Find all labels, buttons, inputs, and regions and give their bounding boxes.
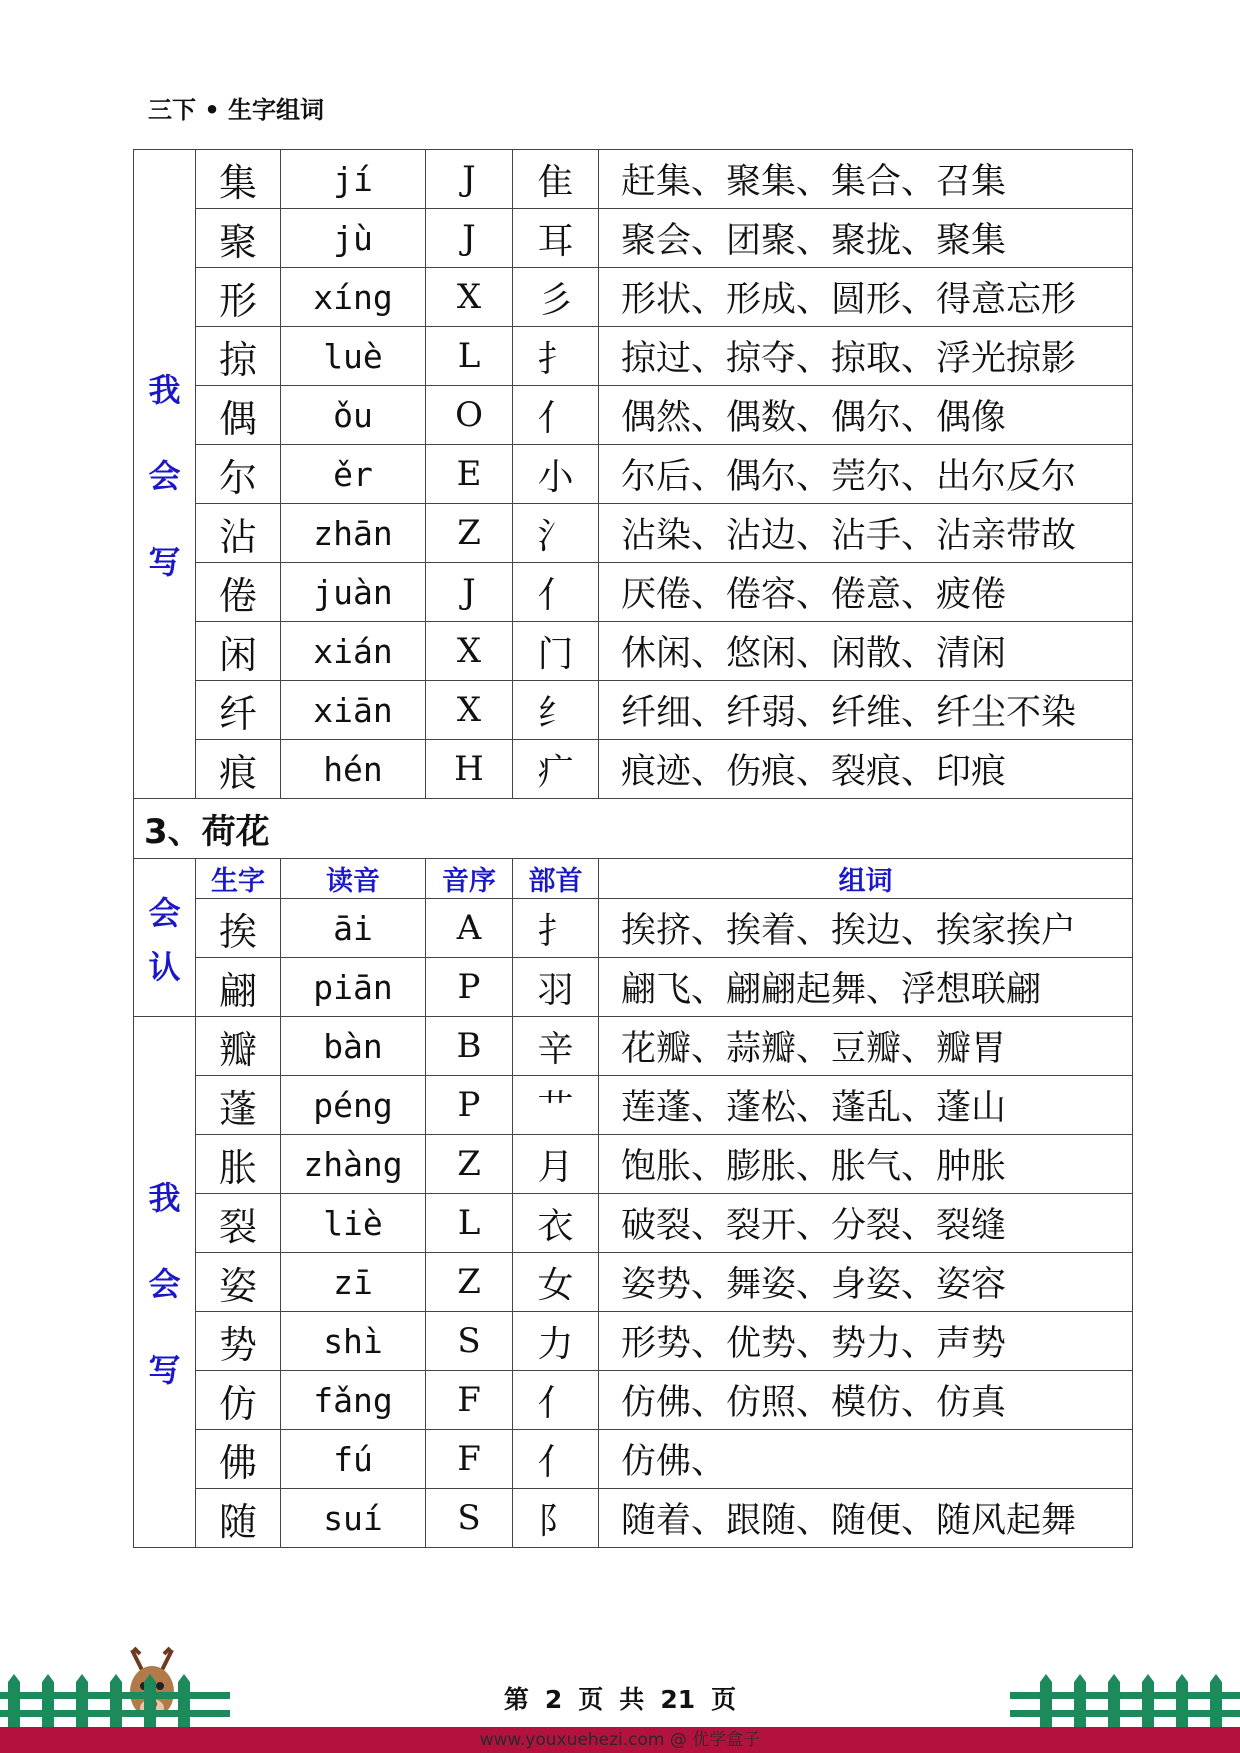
page-number: 第 2 页 共 21 页: [503, 1685, 737, 1714]
char-cell: 聚: [196, 209, 281, 268]
words-cell: 偶然、偶数、偶尔、偶像: [599, 386, 1133, 445]
table-row: [134, 1135, 1133, 1194]
words-cell: 赶集、聚集、集合、召集: [599, 150, 1133, 209]
char-cell: 仿: [196, 1371, 281, 1430]
char-cell: 姿: [196, 1253, 281, 1312]
radical-cell: 阝: [513, 1489, 599, 1548]
index-cell: L: [426, 327, 513, 386]
char-cell: 形: [196, 268, 281, 327]
char-cell: 沾: [196, 504, 281, 563]
group-label-char: 认: [148, 947, 181, 986]
pinyin-cell: liè: [281, 1194, 426, 1253]
pinyin-cell: fǎng: [281, 1371, 426, 1430]
pinyin-cell: luè: [281, 327, 426, 386]
words-cell: 聚会、团聚、聚拢、聚集: [599, 209, 1133, 268]
header-row: [134, 859, 1133, 899]
words-cell: 仿佛、: [599, 1430, 1133, 1489]
pinyin-cell: jí: [281, 150, 426, 209]
words-cell: 形势、优势、势力、声势: [599, 1312, 1133, 1371]
table-row: [134, 268, 1133, 327]
index-cell: X: [426, 681, 513, 740]
table-row: [134, 386, 1133, 445]
pinyin-cell: piān: [281, 958, 426, 1017]
index-cell: E: [426, 445, 513, 504]
words-cell: 尔后、偶尔、莞尔、出尔反尔: [599, 445, 1133, 504]
radical-cell: 隹: [513, 150, 599, 209]
column-header: 部首: [513, 859, 599, 899]
radical-cell: 彡: [513, 268, 599, 327]
column-header: 音序: [426, 859, 513, 899]
pinyin-cell: xián: [281, 622, 426, 681]
index-cell: O: [426, 386, 513, 445]
index-cell: P: [426, 1076, 513, 1135]
index-cell: A: [426, 899, 513, 958]
char-cell: 倦: [196, 563, 281, 622]
section-title: 3、荷花: [134, 799, 1133, 859]
char-cell: 掠: [196, 327, 281, 386]
pinyin-cell: fú: [281, 1430, 426, 1489]
radical-cell: 亻: [513, 563, 599, 622]
site-watermark: www.youxuehezi.com @ 优学盒子: [479, 1730, 761, 1750]
pinyin-cell: xíng: [281, 268, 426, 327]
words-cell: 掠过、掠夺、掠取、浮光掠影: [599, 327, 1133, 386]
index-cell: J: [426, 209, 513, 268]
words-cell: 随着、跟随、随便、随风起舞: [599, 1489, 1133, 1548]
radical-cell: 力: [513, 1312, 599, 1371]
radical-cell: 辛: [513, 1017, 599, 1076]
index-cell: S: [426, 1489, 513, 1548]
char-cell: 势: [196, 1312, 281, 1371]
table-row: [134, 1194, 1133, 1253]
pinyin-cell: zhàng: [281, 1135, 426, 1194]
char-cell: 集: [196, 150, 281, 209]
char-cell: 尔: [196, 445, 281, 504]
group-label: [134, 859, 196, 1017]
table-row: [134, 1017, 1133, 1076]
char-cell: 纤: [196, 681, 281, 740]
index-cell: Z: [426, 504, 513, 563]
words-cell: 翩飞、翩翩起舞、浮想联翩: [599, 958, 1133, 1017]
pinyin-cell: péng: [281, 1076, 426, 1135]
table-row: [134, 445, 1133, 504]
words-cell: 沾染、沾边、沾手、沾亲带故: [599, 504, 1133, 563]
table-row: [134, 958, 1133, 1017]
column-header: 组词: [599, 859, 1133, 899]
pinyin-cell: zī: [281, 1253, 426, 1312]
words-cell: 厌倦、倦容、倦意、疲倦: [599, 563, 1133, 622]
group-label-char: 写: [148, 1351, 181, 1389]
radical-cell: 耳: [513, 209, 599, 268]
char-cell: 佛: [196, 1430, 281, 1489]
char-cell: 瓣: [196, 1017, 281, 1076]
words-cell: 破裂、裂开、分裂、裂缝: [599, 1194, 1133, 1253]
pinyin-cell: ǒu: [281, 386, 426, 445]
index-cell: P: [426, 958, 513, 1017]
table-row: [134, 681, 1133, 740]
group-label-char: 我: [148, 1179, 181, 1217]
pinyin-cell: zhān: [281, 504, 426, 563]
group-label-char: 会: [148, 457, 181, 495]
table-row: [134, 1253, 1133, 1312]
pinyin-cell: shì: [281, 1312, 426, 1371]
radical-cell: 氵: [513, 504, 599, 563]
index-cell: Z: [426, 1253, 513, 1312]
radical-cell: 亻: [513, 386, 599, 445]
words-cell: 姿势、舞姿、身姿、姿容: [599, 1253, 1133, 1312]
radical-cell: 女: [513, 1253, 599, 1312]
pinyin-cell: jù: [281, 209, 426, 268]
char-cell: 翩: [196, 958, 281, 1017]
words-cell: 仿佛、仿照、模仿、仿真: [599, 1371, 1133, 1430]
column-header: 生字: [196, 859, 281, 899]
section-title-row: [134, 799, 1133, 859]
words-cell: 莲蓬、蓬松、蓬乱、蓬山: [599, 1076, 1133, 1135]
group-label-char: 我: [148, 371, 181, 409]
index-cell: H: [426, 740, 513, 799]
index-cell: X: [426, 268, 513, 327]
radical-cell: 月: [513, 1135, 599, 1194]
index-cell: J: [426, 563, 513, 622]
table-row: [134, 1312, 1133, 1371]
index-cell: J: [426, 150, 513, 209]
index-cell: L: [426, 1194, 513, 1253]
radical-cell: 亻: [513, 1371, 599, 1430]
pinyin-cell: hén: [281, 740, 426, 799]
group-label: [134, 150, 196, 799]
radical-cell: 扌: [513, 899, 599, 958]
char-cell: 裂: [196, 1194, 281, 1253]
pinyin-cell: xiān: [281, 681, 426, 740]
words-cell: 痕迹、伤痕、裂痕、印痕: [599, 740, 1133, 799]
table-row: [134, 740, 1133, 799]
radical-cell: 衣: [513, 1194, 599, 1253]
column-header: 读音: [281, 859, 426, 899]
words-cell: 饱胀、膨胀、胀气、肿胀: [599, 1135, 1133, 1194]
radical-cell: 羽: [513, 958, 599, 1017]
table-row: [134, 622, 1133, 681]
group-label-char: 写: [148, 543, 181, 581]
index-cell: F: [426, 1371, 513, 1430]
radical-cell: 小: [513, 445, 599, 504]
words-cell: 休闲、悠闲、闲散、清闲: [599, 622, 1133, 681]
radical-cell: 亻: [513, 1430, 599, 1489]
radical-cell: 扌: [513, 327, 599, 386]
table-row: [134, 150, 1133, 209]
index-cell: X: [426, 622, 513, 681]
table-row: [134, 1430, 1133, 1489]
pinyin-cell: ěr: [281, 445, 426, 504]
words-cell: 纤细、纤弱、纤维、纤尘不染: [599, 681, 1133, 740]
radical-cell: 疒: [513, 740, 599, 799]
char-cell: 挨: [196, 899, 281, 958]
char-cell: 随: [196, 1489, 281, 1548]
table-row: [134, 1371, 1133, 1430]
table-row: [134, 1076, 1133, 1135]
index-cell: F: [426, 1430, 513, 1489]
pinyin-cell: suí: [281, 1489, 426, 1548]
char-cell: 偶: [196, 386, 281, 445]
radical-cell: 门: [513, 622, 599, 681]
char-cell: 胀: [196, 1135, 281, 1194]
table-row: [134, 1489, 1133, 1548]
index-cell: S: [426, 1312, 513, 1371]
pinyin-cell: āi: [281, 899, 426, 958]
table-row: [134, 899, 1133, 958]
table-row: [134, 563, 1133, 622]
index-cell: Z: [426, 1135, 513, 1194]
words-cell: 花瓣、蒜瓣、豆瓣、瓣胃: [599, 1017, 1133, 1076]
words-cell: 挨挤、挨着、挨边、挨家挨户: [599, 899, 1133, 958]
index-cell: B: [426, 1017, 513, 1076]
group-label-char: 会: [148, 893, 181, 932]
pinyin-cell: bàn: [281, 1017, 426, 1076]
char-cell: 痕: [196, 740, 281, 799]
table-row: [134, 504, 1133, 563]
table-row: [134, 327, 1133, 386]
words-cell: 形状、形成、圆形、得意忘形: [599, 268, 1133, 327]
table-row: [134, 209, 1133, 268]
group-label-char: 会: [148, 1265, 181, 1303]
group-label: [134, 1017, 196, 1548]
char-cell: 蓬: [196, 1076, 281, 1135]
radical-cell: 纟: [513, 681, 599, 740]
radical-cell: 艹: [513, 1076, 599, 1135]
pinyin-cell: juàn: [281, 563, 426, 622]
vocabulary-table: [133, 149, 1133, 1548]
char-cell: 闲: [196, 622, 281, 681]
page-header: 三下 • 生字组词: [148, 96, 325, 124]
